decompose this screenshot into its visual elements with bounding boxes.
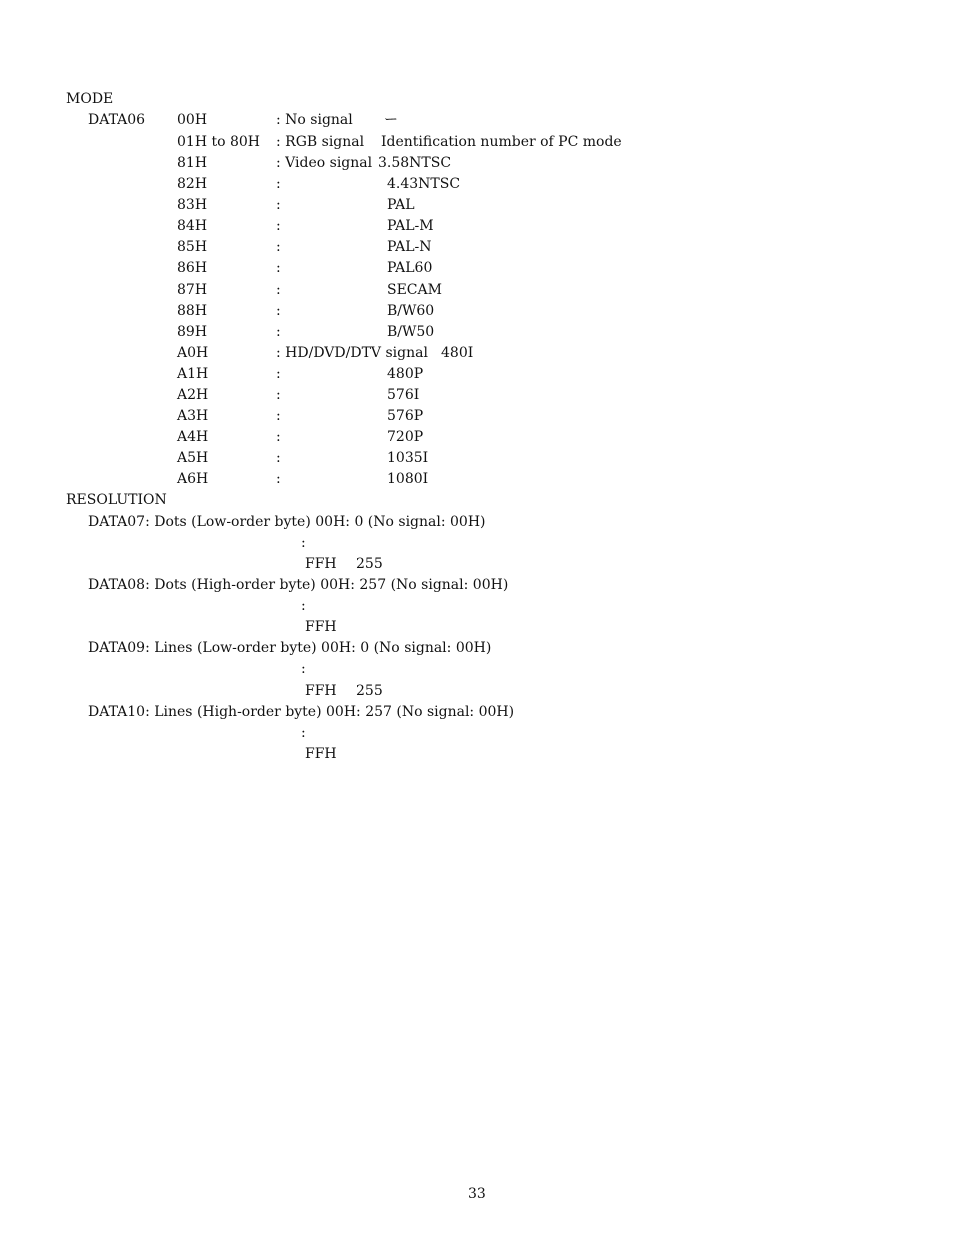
mode-code: 82H (177, 176, 208, 192)
mode-heading: MODE (66, 91, 114, 107)
mode-data-label: DATA06 (88, 112, 146, 128)
mode-code: 00H (177, 112, 208, 128)
mode-value: B/W60 (387, 303, 435, 319)
mode-code: 87H (177, 282, 208, 298)
mode-signal-type: : (276, 303, 281, 319)
mode-signal-type: : (276, 239, 281, 255)
mode-signal-type: : No signal (276, 112, 353, 128)
mode-code: A6H (177, 471, 209, 487)
mode-code: A4H (177, 429, 209, 445)
mode-signal-type: : Video signal (276, 155, 373, 171)
mode-signal-type: : (276, 408, 281, 424)
mode-value: 480I (441, 345, 474, 361)
mode-code: 84H (177, 218, 208, 234)
mode-code: 83H (177, 197, 208, 213)
mode-signal-type: : (276, 429, 281, 445)
mode-signal-type: : (276, 260, 281, 276)
resolution-data-line: DATA08: Dots (High-order byte) 00H: 257 (No signal: 00H) (88, 577, 509, 593)
mode-signal-type: : (276, 450, 281, 466)
mode-value: PAL (387, 197, 415, 213)
mode-code: 89H (177, 324, 208, 340)
mode-signal-type: : (276, 366, 281, 382)
resolution-end-code: FFH (305, 746, 337, 762)
resolution-data-line: DATA10: Lines (High-order byte) 00H: 257 (No signal: 00H) (88, 704, 515, 720)
resolution-range-colon: : (301, 535, 306, 551)
mode-signal-type: : (276, 176, 281, 192)
mode-signal-type: : RGB signal (276, 134, 365, 150)
mode-signal-type: : (276, 387, 281, 403)
mode-value: SECAM (387, 282, 442, 298)
resolution-data-line: DATA07: Dots (Low-order byte) 00H: 0 (No signal: 00H) (88, 514, 486, 530)
mode-code: A5H (177, 450, 209, 466)
mode-value: 1080I (387, 471, 429, 487)
resolution-end-code: FFH (305, 683, 337, 699)
mode-signal-type: : HD/DVD/DTV signal (276, 345, 428, 361)
page-number: 33 (468, 1186, 486, 1202)
mode-code: 88H (177, 303, 208, 319)
resolution-range-colon: : (301, 661, 306, 677)
mode-value: PAL60 (387, 260, 433, 276)
resolution-range-colon: : (301, 598, 306, 614)
mode-code: 86H (177, 260, 208, 276)
mode-value: Identification number of PC mode (381, 134, 622, 150)
mode-code: 81H (177, 155, 208, 171)
resolution-end-value: 255 (356, 683, 383, 699)
mode-code: A1H (177, 366, 209, 382)
mode-code: 85H (177, 239, 208, 255)
resolution-heading: RESOLUTION (66, 492, 167, 508)
mode-code: A2H (177, 387, 209, 403)
resolution-data-line: DATA09: Lines (Low-order byte) 00H: 0 (No signal: 00H) (88, 640, 492, 656)
resolution-range-colon: : (301, 725, 306, 741)
mode-value: 3.58NTSC (378, 155, 452, 171)
mode-signal-type: : (276, 197, 281, 213)
mode-signal-type: : (276, 218, 281, 234)
mode-value: 1035I (387, 450, 429, 466)
mode-signal-type: : (276, 282, 281, 298)
mode-value: 4.43NTSC (387, 176, 461, 192)
mode-value: PAL-N (387, 239, 432, 255)
resolution-end-value: 255 (356, 556, 383, 572)
mode-code: A0H (177, 345, 209, 361)
mode-signal-type: : (276, 324, 281, 340)
mode-value: B/W50 (387, 324, 435, 340)
resolution-end-code: FFH (305, 619, 337, 635)
mode-value: ー (384, 112, 398, 128)
mode-value: 576I (387, 387, 420, 403)
mode-value: 720P (387, 429, 424, 445)
mode-signal-type: : (276, 471, 281, 487)
resolution-end-code: FFH (305, 556, 337, 572)
mode-value: 480P (387, 366, 424, 382)
mode-value: 576P (387, 408, 424, 424)
mode-value: PAL-M (387, 218, 434, 234)
mode-code: A3H (177, 408, 209, 424)
mode-code: 01H to 80H (177, 134, 261, 150)
